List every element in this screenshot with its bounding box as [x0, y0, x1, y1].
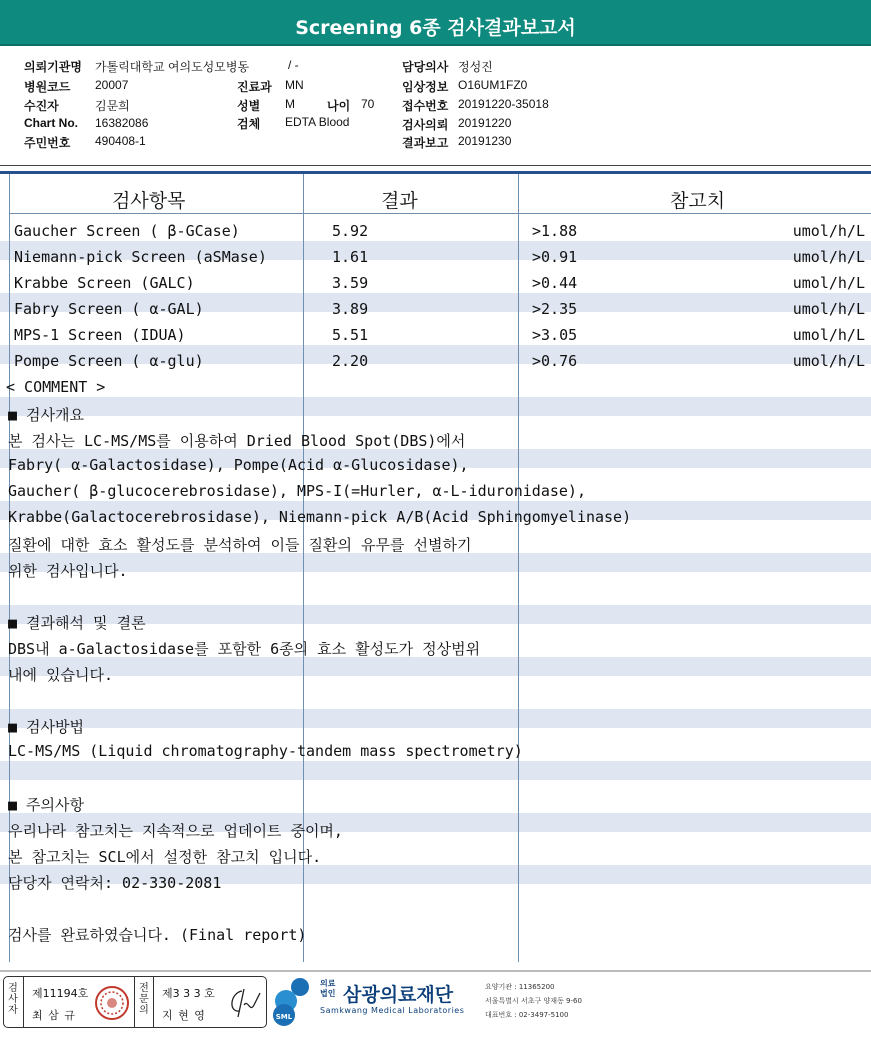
test-result: 5.92: [332, 222, 369, 240]
test-item: Pompe Screen ( α-glu): [14, 352, 204, 370]
org-english: Samkwang Medical Laboratories: [320, 1006, 465, 1015]
row-stripe: [0, 709, 871, 728]
report-title: Screening 6종 검사결과보고서: [295, 17, 576, 39]
comment-line: DBS내 a-Galactosidase를 포함한 6종의 효소 활성도가 정상범위: [8, 640, 481, 658]
contact-line: 서울특별시 서초구 양재동 9-60: [485, 997, 582, 1005]
request-date-value: 20191220: [458, 116, 512, 130]
header-result: 결과: [381, 190, 418, 212]
id-value: 490408-1: [95, 134, 146, 148]
dept-value: MN: [285, 78, 304, 92]
comment-line: Krabbe(Galactocerebrosidase), Niemann-pick A/B(Acid Sphingomyelinase): [8, 508, 632, 526]
comment-line: 본 참고치는 SCL에서 설정한 참고치 입니다.: [8, 848, 322, 866]
receipt-value: 20191220-35018: [458, 97, 549, 111]
footer-divider: [0, 970, 871, 972]
report-title-bar: [0, 0, 871, 46]
result-unit: umol/h/L: [792, 326, 865, 344]
column-line-reference: [518, 174, 519, 962]
age-value: 70: [361, 97, 375, 111]
sml-logo-icon: [270, 975, 318, 1027]
specialist-license: 제3 3 3 호: [162, 987, 215, 1000]
result-unit: umol/h/L: [792, 274, 865, 292]
comment-line: Fabry( α-Galactosidase), Pompe(Acid α-Glucosidase),: [8, 456, 469, 474]
sex-label: 성별: [237, 99, 261, 113]
sex-value: M: [285, 97, 295, 111]
comment-line: ■ 결과해석 및 결론: [8, 614, 146, 632]
tester-license: 제11194호: [32, 987, 89, 1000]
test-result: 3.59: [332, 274, 369, 292]
physician-value: 정성진: [458, 60, 493, 74]
comment-line: ■ 검사방법: [8, 718, 85, 736]
signature-divider: [23, 977, 24, 1027]
chart-label: Chart No.: [24, 116, 78, 130]
header-underline: [9, 213, 871, 214]
report-date-value: 20191230: [458, 134, 512, 148]
comment-header: < COMMENT >: [6, 378, 106, 396]
institution-value: 가톨릭대학교 여의도성모병동: [95, 60, 250, 74]
info-divider: [0, 165, 871, 166]
signature-icon: [222, 983, 262, 1021]
result-unit: umol/h/L: [792, 248, 865, 266]
hospital-code-value: 20007: [95, 78, 129, 92]
tester-name: 최 삼 규: [32, 1009, 76, 1022]
test-result: 1.61: [332, 248, 369, 266]
patient-label: 수진자: [24, 99, 59, 113]
comment-line: 질환에 대한 효소 활성도를 분석하여 이들 질환의 유무를 선별하기: [8, 536, 472, 554]
comment-line: 검사를 완료하였습니다. (Final report): [8, 926, 307, 944]
row-stripe: [0, 553, 871, 572]
specimen-value: EDTA Blood: [285, 115, 350, 129]
hospital-code-label: 병원코드: [24, 80, 71, 94]
comment-line: 내에 있습니다.: [8, 666, 114, 684]
comment-line: 담당자 연락처: 02-330-2081: [8, 874, 222, 892]
reference-range: >0.91: [532, 248, 578, 266]
reference-range: >2.35: [532, 300, 578, 318]
reference-range: >0.44: [532, 274, 578, 292]
comment-line: ■ 검사개요: [8, 406, 85, 424]
row-stripe: [0, 657, 871, 676]
reference-range: >3.05: [532, 326, 578, 344]
row-stripe: [0, 397, 871, 416]
org-name: 삼광의료재단: [343, 984, 454, 1006]
chart-value: 16382086: [95, 116, 149, 130]
column-line-result: [303, 174, 304, 962]
tester-seal-icon: [94, 985, 130, 1021]
comment-line: Gaucher( β-glucocerebrosidase), MPS-I(=Hurler, α-L-iduronidase),: [8, 482, 586, 500]
comment-line: 위한 검사입니다.: [8, 562, 128, 580]
patient-value: 김문희: [95, 99, 130, 113]
ward-value: / -: [288, 58, 299, 72]
test-item: Niemann-pick Screen (aSMase): [14, 248, 267, 266]
signature-box: [3, 976, 267, 1028]
clinical-value: O16UM1FZ0: [458, 78, 528, 92]
test-item: Fabry Screen ( α-GAL): [14, 300, 204, 318]
specimen-label: 검체: [237, 117, 261, 131]
test-result: 5.51: [332, 326, 369, 344]
result-unit: umol/h/L: [792, 352, 865, 370]
logo-abbr: SML: [275, 1013, 293, 1021]
id-label: 주민번호: [24, 136, 71, 150]
physician-label: 담당의사: [402, 60, 449, 74]
dept-label: 진료과: [237, 80, 272, 94]
receipt-label: 접수번호: [402, 99, 449, 113]
test-item: Gaucher Screen ( β-GCase): [14, 222, 240, 240]
row-stripe: [0, 761, 871, 780]
specialist-name: 지 현 영: [162, 1009, 206, 1022]
test-item: MPS-1 Screen (IDUA): [14, 326, 186, 344]
request-date-label: 검사의뢰: [402, 118, 449, 132]
contact-line: 대표번호 : 02-3497-5100: [485, 1011, 569, 1019]
table-top-rule: [0, 171, 871, 174]
result-unit: umol/h/L: [792, 300, 865, 318]
institution-label: 의뢰기관명: [24, 60, 82, 74]
age-label: 나이: [327, 99, 351, 113]
signature-divider: [134, 977, 135, 1027]
test-result: 3.89: [332, 300, 369, 318]
comment-line: 우리나라 참고치는 지속적으로 업데이트 중이며,: [8, 822, 343, 840]
signature-divider: [153, 977, 154, 1027]
report-date-label: 결과보고: [402, 136, 449, 150]
header-item: 검사항목: [112, 190, 186, 212]
result-unit: umol/h/L: [792, 222, 865, 240]
specialist-role: 전문의: [139, 983, 149, 1016]
contact-line: 요양기관 : 11365200: [485, 983, 555, 991]
reference-range: >0.76: [532, 352, 578, 370]
tester-role: 검사자: [8, 983, 18, 1016]
test-item: Krabbe Screen (GALC): [14, 274, 195, 292]
comment-line: 본 검사는 LC-MS/MS를 이용하여 Dried Blood Spot(DBS)에서: [8, 432, 466, 450]
comment-line: ■ 주의사항: [8, 796, 85, 814]
header-reference: 참고치: [670, 190, 726, 212]
org-prefix: 의료법인: [320, 979, 336, 998]
reference-range: >1.88: [532, 222, 578, 240]
clinical-label: 임상정보: [402, 80, 449, 94]
test-result: 2.20: [332, 352, 369, 370]
comment-line: LC-MS/MS (Liquid chromatography-tandem mass spectrometry): [8, 742, 523, 760]
